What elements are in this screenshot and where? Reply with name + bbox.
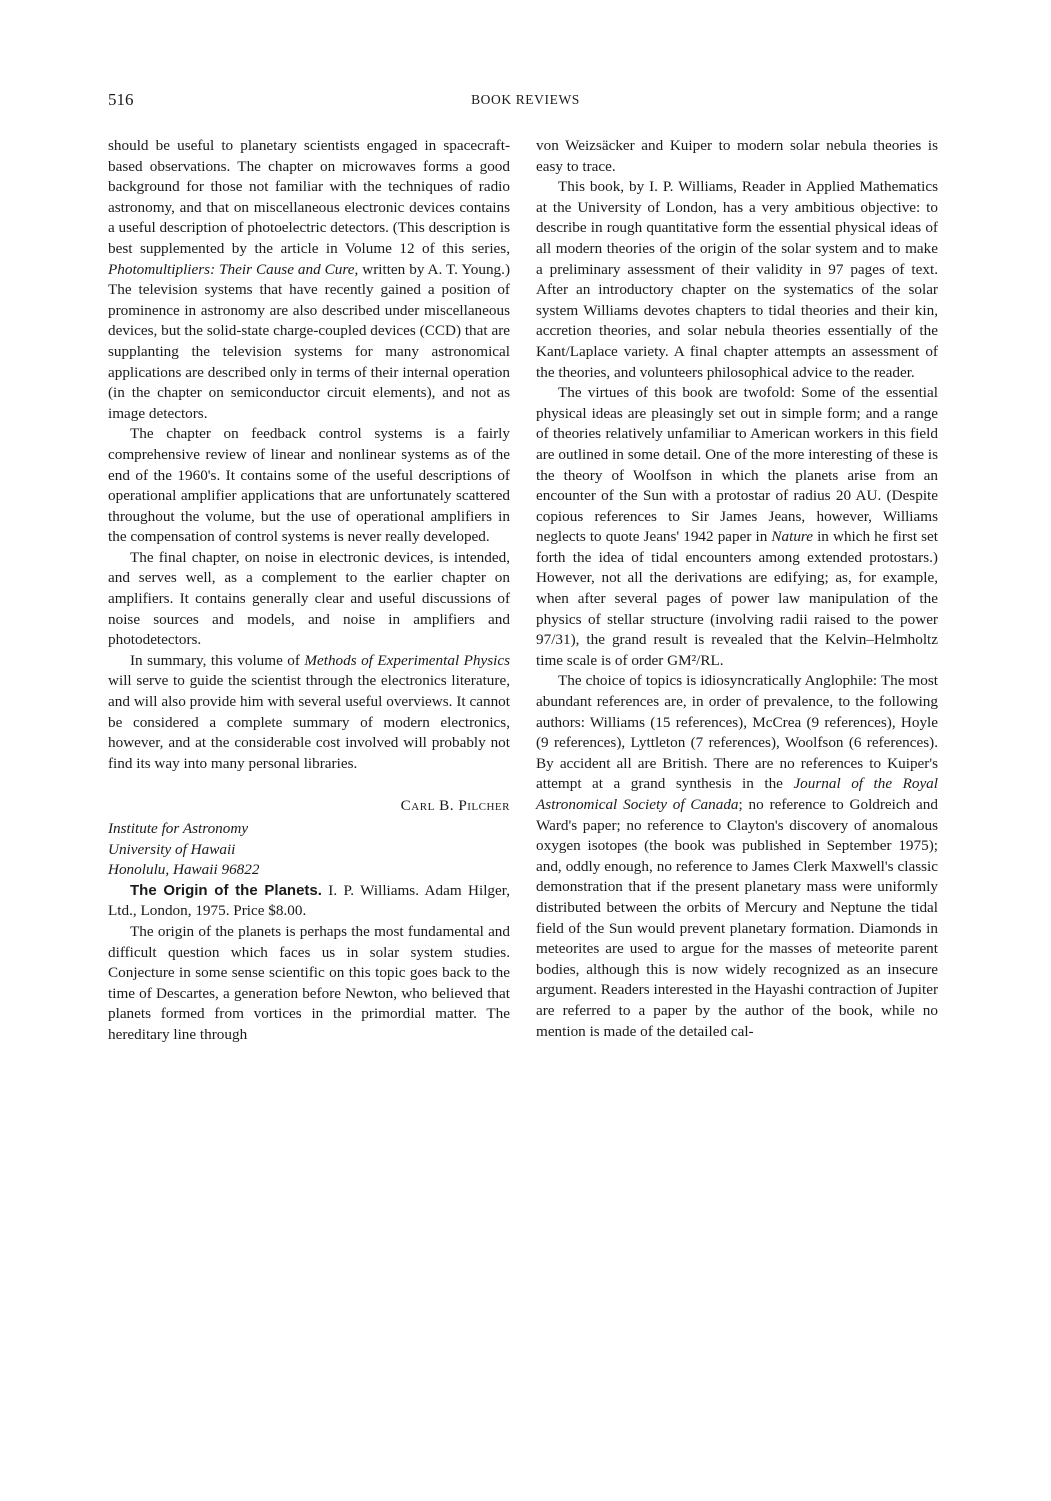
paragraph: This book, by I. P. Williams, Reader in Applied Mathematics at the University of London, has a very ambitious objective: to describe in rough quantitative form the essential physical ideas of all modern theories of the origin of the solar system and to make a preliminary assessment of their validity in 97 pages of text. After an introductory chapter on the systematics of the solar system Williams devotes chapters to tidal theories and their kin, accretion theories, and solar nebula theories essentially of the Kant/Laplace variety. A final chapter attempts an assessment of the theories, and volunteers philosophical advice to the reader.: [536, 178, 938, 381]
reviewer-signature: Carl B. Pilcher: [400, 797, 510, 815]
reviewed-book-title: The Origin of the Planets.: [130, 881, 322, 899]
series-title-italic: Methods of Experimental Physics: [304, 651, 510, 669]
paragraph: von Weizsäcker and Kuiper to modern solar nebula theories is easy to trace.: [536, 137, 938, 175]
right-column: [536, 136, 938, 1042]
paragraph: In summary, this volume of Methods of Experimental Physics will serve to guide the scientist through the electronics literature, and will also provide him with several useful overviews. It cannot be considered a complete summary of modern electronics, however, and at the considerable cost involved will probably not find its way into many personal libraries.: [108, 651, 510, 772]
review-heading: [108, 881, 510, 922]
left-column: [108, 136, 510, 1046]
paragraph: The final chapter, on noise in electronic devices, is intended, and serves well, as a complement to the earlier chapter on amplifiers. It contains generally clear and useful discussions of noise sources and models, and noise in amplifiers and photodetectors.: [108, 548, 510, 649]
affiliation-line: Institute for Astronomy: [108, 820, 249, 837]
affiliation-line: University of Hawaii: [108, 840, 236, 858]
book-title-italic: Photomultipliers: Their Cause and Cure: [108, 260, 355, 278]
page-number: 516: [108, 90, 134, 109]
paragraph: The chapter on feedback control systems is a fairly comprehensive review of linear and nonlinear systems as of the end of the 1960's. It contains some of the useful descriptions of operational amplifier applications that are unfortunately scattered throughout the volume, but the use of operational amplifiers in the compensation of control systems is never really developed.: [108, 425, 510, 546]
running-head: BOOK REVIEWS: [471, 92, 580, 107]
reviewed-book-details: I. P. Williams. Adam Hilger, Ltd., London, 1975. Price $8.00.: [108, 881, 510, 920]
journal-title-italic: Journal of the Royal Astronomical Society of Canada: [536, 775, 938, 813]
paragraph: The origin of the planets is perhaps the most fundamental and difficult question which faces us in solar system studies. Conjecture in some sense scientific on this topic goes back to the time of Descartes, a generation before Newton, who believed that planets formed from vortices in the primordial matter. The hereditary line through: [108, 922, 510, 1043]
paragraph: The virtues of this book are twofold: Some of the essential physical ideas are pleasingly set out in simple form; and a range of theories relatively unfamiliar to American workers in this field are outlined in some detail. One of the more interesting of these is the theory of Woolfson in which the planets arise from an encounter of the Sun with a protostar of radius 20 AU. (Despite copious references to Sir James Jeans, however, Williams neglects to quote Jeans' 1942 paper in Nature in which he first set forth the idea of tidal encounters among extended protostars.) However, not all the derivations are edifying; as, for example, when after several pages of power law manipulation of the physics of stellar structure (involving radii raised to the power 97/31), the grand result is revealed that the Kelvin–Helmholtz time scale is of order GM²/RL.: [536, 384, 938, 669]
journal-title-italic: Nature: [771, 528, 814, 546]
affiliation-line: Honolulu, Hawaii 96822: [108, 861, 260, 879]
reviewer-affiliation: [108, 819, 510, 881]
paragraph: The choice of topics is idiosyncratically Anglophile: The most abundant references are, in order of prevalence, to the following authors: Williams (15 references), McCrea (9 references), Hoyle (9 references), Lyttleton (7 references), Woolfson (6 references). By accident all are British. There are no references to Kuiper's attempt at a grand synthesis in the Journal of the Royal Astronomical Society of Canada; no reference to Goldreich and Ward's paper; no reference to Clayton's discovery of anomalous oxygen isotopes (the book was published in September 1975); and, oddly enough, no reference to James Clerk Maxwell's classic demonstration that if the present planetary mass were uniformly distributed between the orbits of Mercury and Neptune the tidal field of the Sun would prevent planetary formation. Diamonds in meteorites are used to argue for the masses of meteorite parent bodies, although this is now widely recognized as an insecure argument. Readers interested in the Hayashi contraction of Jupiter are referred to a paper by the author of the book, while no mention is made of the detailed cal-: [536, 672, 938, 1040]
paragraph: should be useful to planetary scientists engaged in spacecraft-based observations. The chapter on microwaves forms a good background for those not familiar with the techniques of radio astronomy, and that on miscellaneous electronic devices contains a useful description of photoelectric detectors. (This description is best supplemented by the article in Volume 12 of this series, Photomultipliers: Their Cause and Cure, written by A. T. Young.) The television systems that have recently gained a position of prominence in astronomy are also described under miscellaneous devices, but the solid-state charge-coupled devices (CCD) that are supplanting the television systems for many astronomical applications are described only in terms of their internal operation (in the chapter on semiconductor circuit elements), and not as image detectors.: [108, 137, 511, 422]
